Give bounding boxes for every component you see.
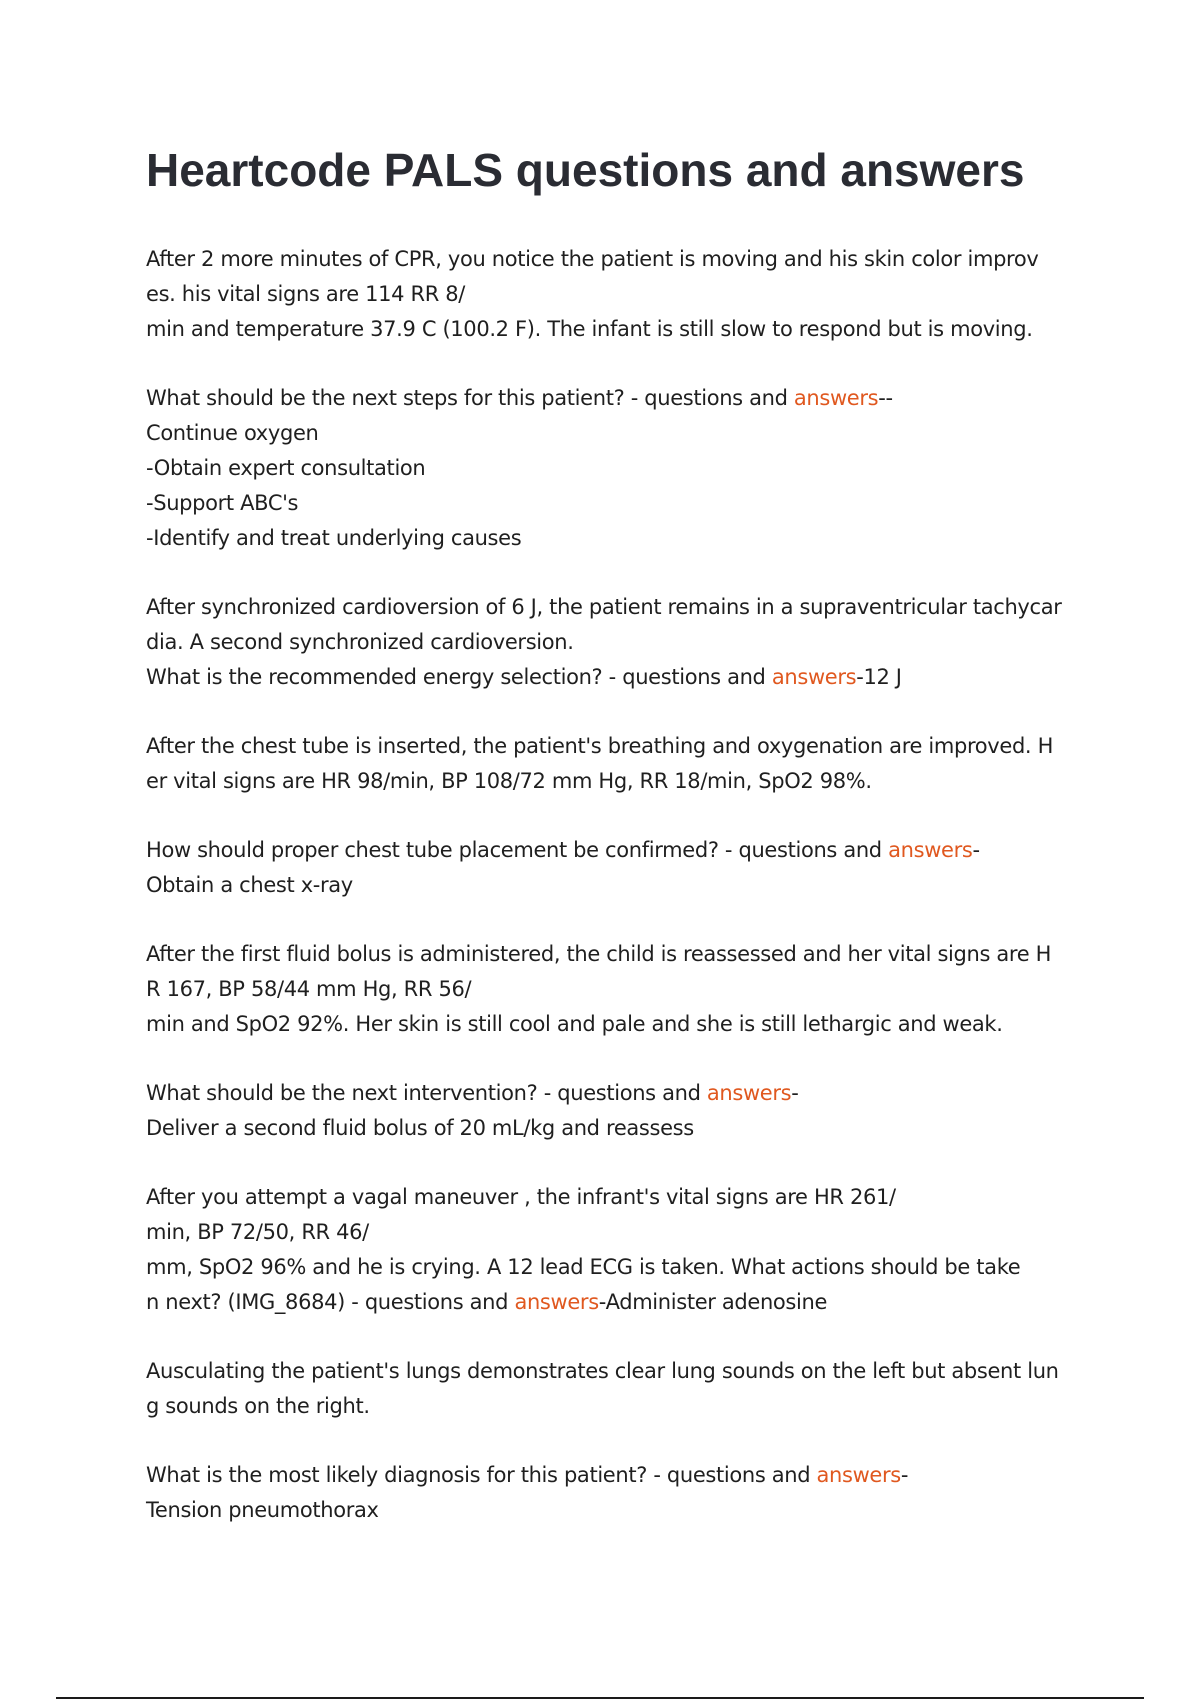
text-line: After the chest tube is inserted, the patient's breathing and oxygenation are improved. H bbox=[146, 734, 1054, 758]
text-line: er vital signs are HR 98/min, BP 108/72 mm Hg, RR 18/min, SpO2 98%. bbox=[146, 769, 872, 793]
text-line: Continue oxygen bbox=[146, 421, 319, 445]
answers-keyword: answers bbox=[793, 386, 879, 410]
text-line bbox=[146, 833, 1091, 868]
text-line bbox=[146, 660, 1091, 695]
text-line: -Support ABC's bbox=[146, 491, 299, 515]
question-text: What is the recommended energy selection? - questions and bbox=[146, 665, 772, 689]
text-line: After synchronized cardioversion of 6 J, the patient remains in a supraventricular tachycar bbox=[146, 595, 1062, 619]
question-text: n next? (IMG_8684) - questions and bbox=[146, 1290, 515, 1314]
paragraph bbox=[146, 590, 1091, 695]
text-line: es. his vital signs are 114 RR 8/ bbox=[146, 282, 466, 306]
answer-text: -12 J bbox=[856, 665, 902, 689]
answer-text: -Administer adenosine bbox=[598, 1290, 828, 1314]
answers-keyword: answers bbox=[771, 665, 857, 689]
text-line: -Identify and treat underlying causes bbox=[146, 526, 522, 550]
paragraph bbox=[146, 729, 1091, 799]
text-line: g sounds on the right. bbox=[146, 1394, 370, 1418]
text-line: Deliver a second fluid bolus of 20 mL/kg and reassess bbox=[146, 1116, 694, 1140]
paragraph bbox=[146, 1354, 1091, 1424]
text-line: After 2 more minutes of CPR, you notice the patient is moving and his skin color improv bbox=[146, 247, 1039, 271]
question-text: What should be the next intervention? - questions and bbox=[146, 1081, 707, 1105]
text-line bbox=[146, 1076, 1091, 1111]
question-text: What should be the next steps for this patient? - questions and bbox=[146, 386, 794, 410]
text-line: dia. A second synchronized cardioversion. bbox=[146, 630, 574, 654]
answer-text: - bbox=[900, 1463, 909, 1487]
paragraph bbox=[146, 242, 1091, 347]
answers-keyword: answers bbox=[706, 1081, 792, 1105]
paragraph bbox=[146, 1458, 1091, 1528]
text-line: -Obtain expert consultation bbox=[146, 456, 426, 480]
answer-text: -- bbox=[878, 386, 893, 410]
answers-keyword: answers bbox=[514, 1290, 599, 1314]
question-text: How should proper chest tube placement be confirmed? - questions and bbox=[146, 838, 889, 862]
text-line: min and temperature 37.9 C (100.2 F). The infant is still slow to respond but is moving. bbox=[146, 317, 1033, 341]
paragraph bbox=[146, 1180, 1091, 1320]
text-line: R 167, BP 58/44 mm Hg, RR 56/ bbox=[146, 977, 472, 1001]
answer-text: - bbox=[791, 1081, 799, 1105]
page-bottom-rule bbox=[56, 1697, 1144, 1699]
text-line bbox=[146, 1458, 1091, 1493]
text-line: min and SpO2 92%. Her skin is still cool and pale and she is still lethargic and weak. bbox=[146, 1012, 1003, 1036]
text-line: mm, SpO2 96% and he is crying. A 12 lead ECG is taken. What actions should be take bbox=[146, 1255, 1021, 1279]
paragraph bbox=[146, 381, 1091, 556]
text-line bbox=[146, 1285, 1091, 1320]
text-line bbox=[146, 381, 1091, 416]
text-line: After you attempt a vagal maneuver , the infrant's vital signs are HR 261/ bbox=[146, 1185, 896, 1209]
text-line: After the first fluid bolus is administered, the child is reassessed and her vital signs are H bbox=[146, 942, 1052, 966]
answers-keyword: answers bbox=[888, 838, 973, 862]
page-title: Heartcode PALS questions and answers bbox=[146, 144, 1025, 196]
answers-keyword: answers bbox=[816, 1463, 901, 1487]
text-line: Obtain a chest x-ray bbox=[146, 873, 353, 897]
paragraph bbox=[146, 937, 1091, 1042]
answer-text: - bbox=[972, 838, 980, 862]
question-text: What is the most likely diagnosis for this patient? - questions and bbox=[146, 1463, 817, 1487]
document-body bbox=[146, 242, 1091, 1562]
text-line: Tension pneumothorax bbox=[146, 1498, 379, 1522]
text-line: Ausculating the patient's lungs demonstrates clear lung sounds on the left but absent lun bbox=[146, 1359, 1059, 1383]
paragraph bbox=[146, 833, 1091, 903]
paragraph bbox=[146, 1076, 1091, 1146]
text-line: min, BP 72/50, RR 46/ bbox=[146, 1220, 369, 1244]
